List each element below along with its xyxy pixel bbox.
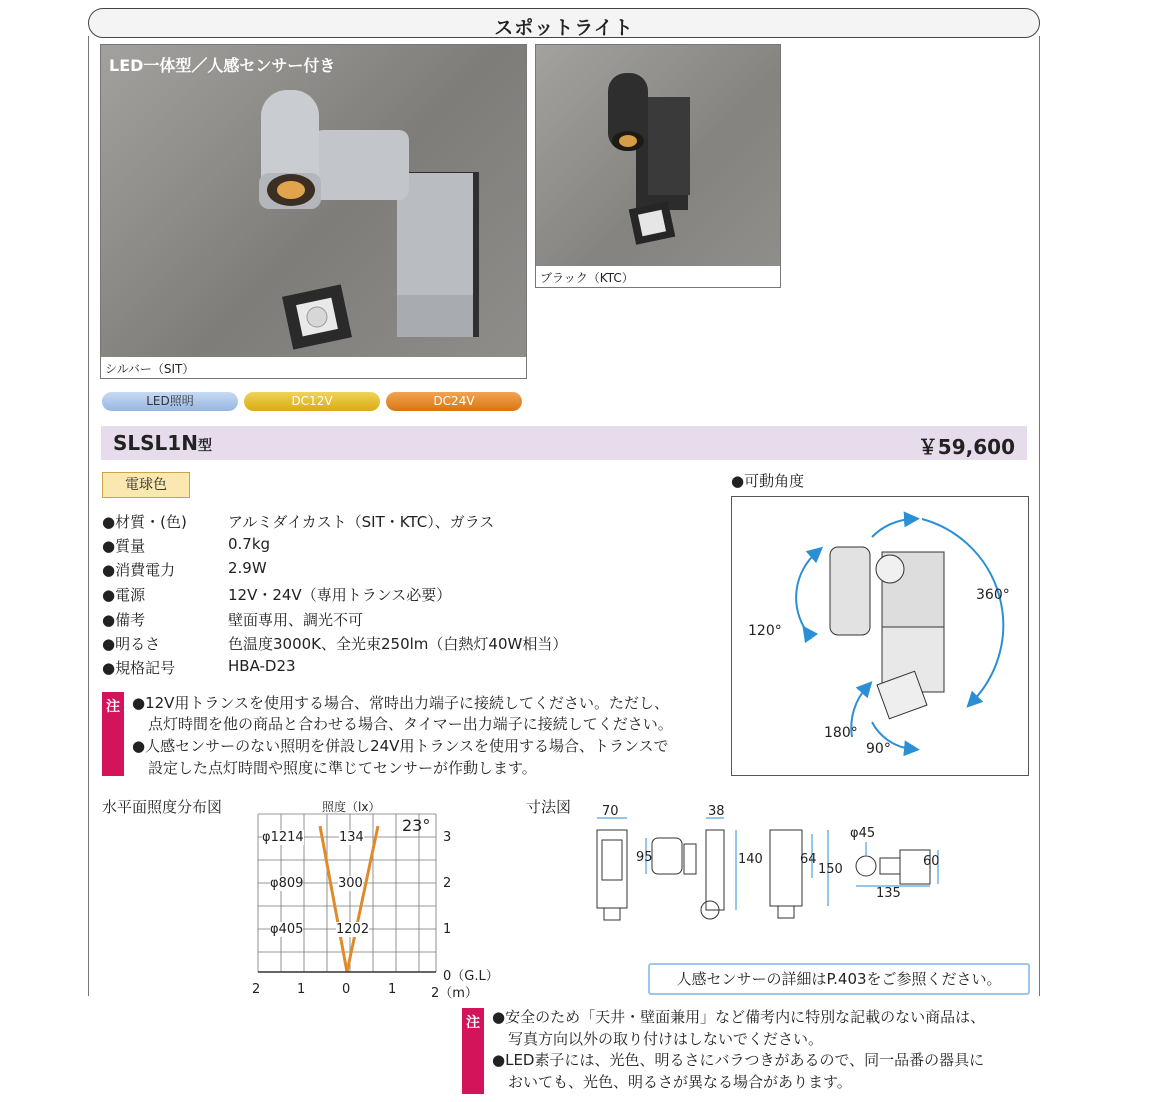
- dimension-drawings: [580, 810, 950, 925]
- note-line: ●人感センサーのない照明を併設し24V用トランスを使用する場合、トランスで: [132, 737, 669, 755]
- height-label: 2: [443, 876, 452, 891]
- color-badge: 電球色: [102, 472, 190, 498]
- note-mark: 注: [102, 692, 124, 776]
- tag-led: LED照明: [102, 392, 238, 411]
- angle-diagram: [731, 496, 1029, 776]
- beam-angle: 23°: [402, 816, 431, 835]
- model-suffix: 型: [197, 438, 212, 454]
- product-photo-black: [535, 44, 781, 288]
- note-line: おいても、光色、明るさが異なる場合があります。: [508, 1073, 852, 1091]
- tag-dc12: DC12V: [244, 392, 380, 411]
- x-tick: 0: [342, 982, 351, 997]
- sensor-reference: 人感センサーの詳細はP.403をご参照ください。: [648, 963, 1030, 995]
- silver-caption: シルバー（SIT）: [105, 362, 195, 376]
- x-tick: 2: [252, 982, 261, 997]
- photo-heading: LED一体型／人感センサー付き: [109, 56, 336, 75]
- illum-dia: φ405: [270, 922, 304, 937]
- note-line: ●LED素子には、光色、明るさにバラつきがあるので、同一品番の器具に: [492, 1051, 985, 1069]
- tag-dc24: DC24V: [386, 392, 522, 411]
- illum-lux: 300: [338, 876, 363, 891]
- angle-120: 120°: [748, 623, 782, 639]
- dim-70: 70: [602, 804, 619, 819]
- note-line: 点灯時間を他の商品と合わせる場合、タイマー出力端子に接続してください。: [148, 715, 673, 733]
- illum-lux: 1202: [336, 922, 370, 937]
- dim-60: 60: [923, 854, 940, 869]
- illum-lux: 134: [339, 830, 364, 845]
- note-line: 設定した点灯時間や照度に準じてセンサーが作動します。: [148, 759, 537, 777]
- note-line: ●12V用トランスを使用する場合、常時出力端子に接続してください。ただし、: [132, 694, 669, 712]
- illum-dia: φ1214: [262, 830, 304, 845]
- x-tick: 1: [388, 982, 397, 997]
- dim-140: 140: [738, 852, 763, 867]
- model-bar: [101, 426, 1027, 460]
- silver-lamp-illustration: [101, 45, 526, 357]
- dim-135: 135: [876, 886, 901, 901]
- dim-95: 95: [636, 850, 653, 865]
- black-caption: ブラック（KTC）: [540, 271, 634, 285]
- angle-90: 90°: [866, 741, 891, 757]
- height-label: 1: [443, 922, 452, 937]
- product-photo-silver: [100, 44, 527, 379]
- x-tick: 1: [297, 982, 306, 997]
- page-title: スポットライト: [494, 17, 634, 39]
- illum-dia: φ809: [270, 876, 304, 891]
- note-mark: 注: [462, 1008, 484, 1094]
- height-label: 3: [443, 830, 452, 845]
- model-price: ￥59,600: [917, 435, 1015, 459]
- dim-150: 150: [818, 862, 843, 877]
- illum-unit: 照度（lx）: [322, 800, 381, 814]
- note-line: ●安全のため「天井・壁面兼用」など備考内に特別な記載のない商品は、: [492, 1008, 986, 1026]
- model-name: SLSL1N: [113, 431, 198, 455]
- angle-360: 360°: [976, 587, 1010, 603]
- angle-180: 180°: [824, 725, 858, 741]
- page-title-bar: [88, 8, 1040, 38]
- angle-title: ●可動角度: [731, 472, 805, 490]
- dims-title: 寸法図: [526, 798, 572, 816]
- black-lamp-illustration: [536, 45, 780, 266]
- dim-45: φ45: [850, 826, 876, 841]
- dim-64: 64: [800, 852, 817, 867]
- note-line: 写真方向以外の取り付けはしないでください。: [508, 1030, 824, 1048]
- x-tick: 2（m）: [431, 986, 478, 1001]
- dim-38: 38: [708, 804, 725, 819]
- beam-left: [320, 826, 347, 972]
- illum-title: 水平面照度分布図: [102, 798, 223, 816]
- height-label: 0（G.L）: [443, 969, 499, 984]
